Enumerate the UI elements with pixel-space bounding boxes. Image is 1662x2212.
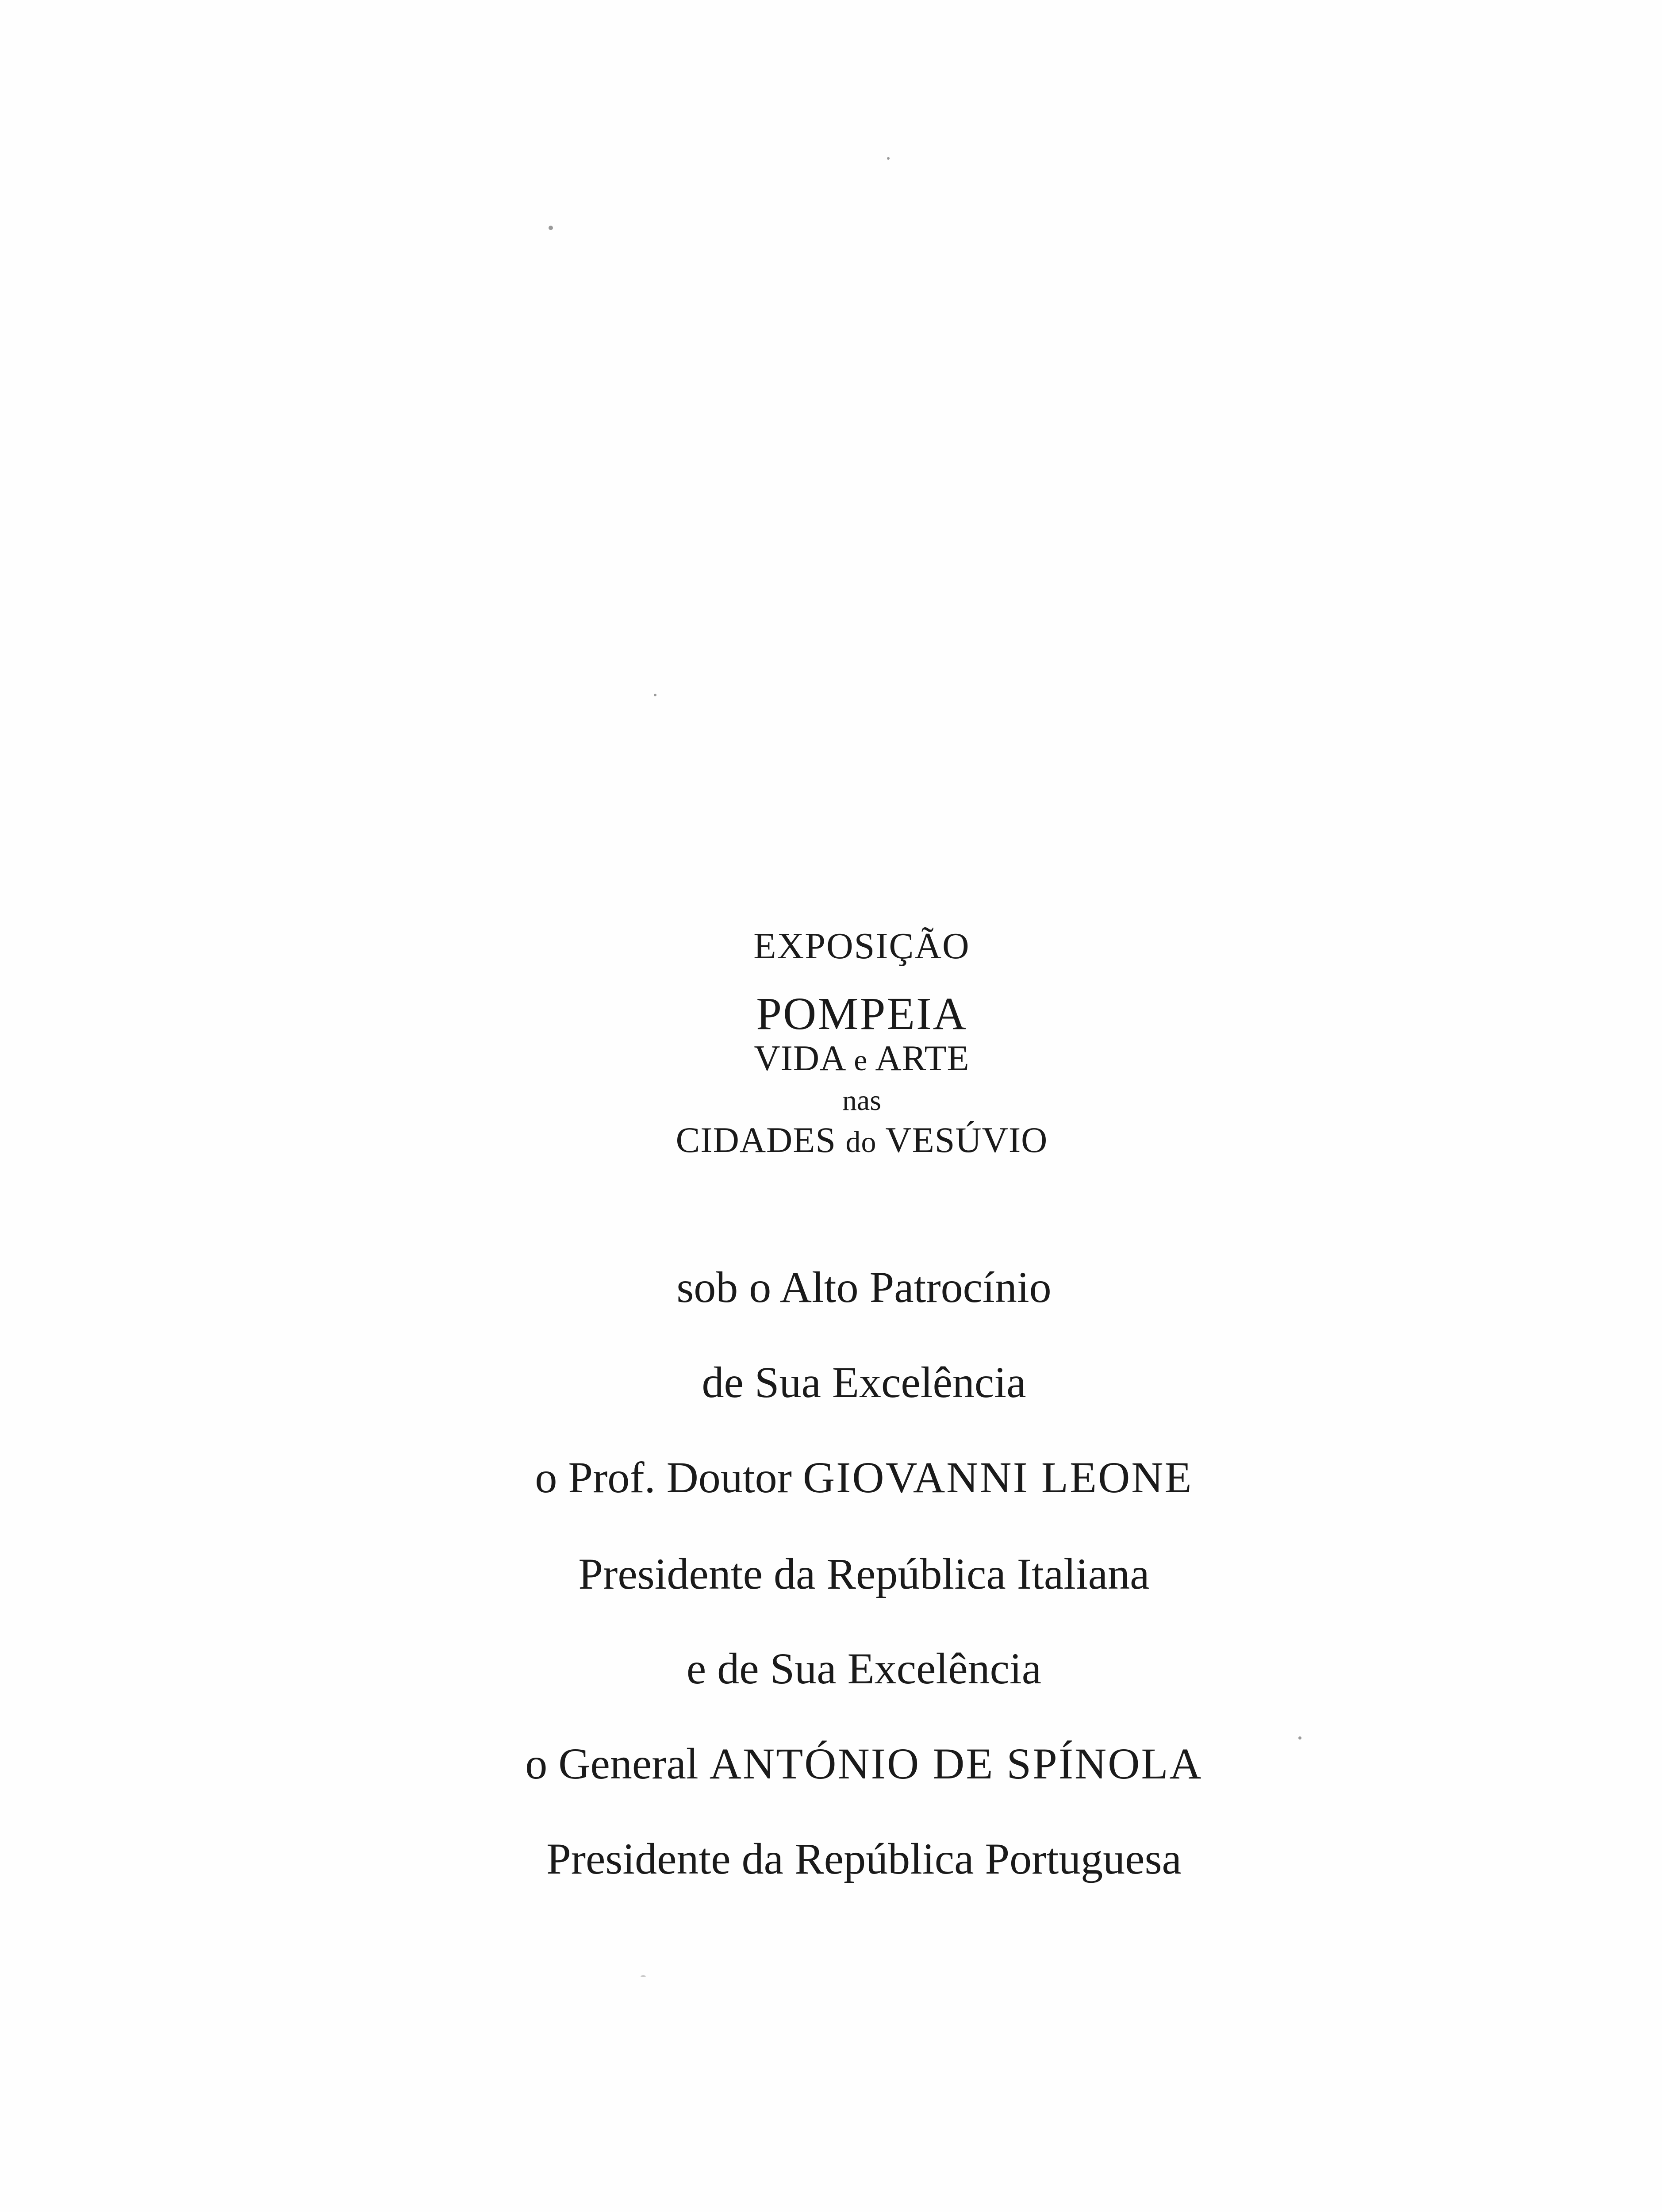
patronage-line-1: sob o Alto Patrocínio [676,1263,1052,1312]
portuguese-president-name: ANTÓNIO DE SPÍNOLA [709,1739,1203,1788]
exhibition-label: EXPOSIÇÃO [753,926,970,967]
paper-speck [641,1975,646,1977]
patronage-general-prefix: o General [525,1739,699,1788]
subtitle-arte: ARTE [875,1038,970,1078]
patronage-prof-prefix: o Prof. Doutor [535,1453,792,1502]
patronage-line-7: Presidente da República Portuguesa [546,1834,1182,1883]
patronage-line-4: Presidente da República Italiana [578,1549,1150,1598]
patronage-line-2: de Sua Excelência [702,1358,1026,1407]
italian-president-name: GIOVANNI LEONE [802,1453,1193,1502]
paper-speck [654,694,656,696]
subtitle-vida: VIDA [754,1038,844,1078]
subtitle-line-1 [619,1037,1104,1079]
exhibition-title: POMPEIA [756,988,967,1039]
subtitle-e: e [854,1043,868,1077]
paper-speck [549,226,553,230]
patronage-line-6 [398,1739,1330,1788]
subtitle-do: do [845,1125,877,1159]
paper-speck [1298,1736,1301,1740]
subtitle-vesuvio: VESÚVIO [885,1120,1048,1160]
patronage-line-5: e de Sua Excelência [686,1644,1042,1693]
paper-speck [887,157,890,160]
subtitle-cidades: CIDADES [676,1120,836,1160]
subtitle-nas: nas [842,1084,881,1117]
patronage-line-3 [398,1455,1330,1500]
subtitle-line-3 [619,1119,1104,1161]
